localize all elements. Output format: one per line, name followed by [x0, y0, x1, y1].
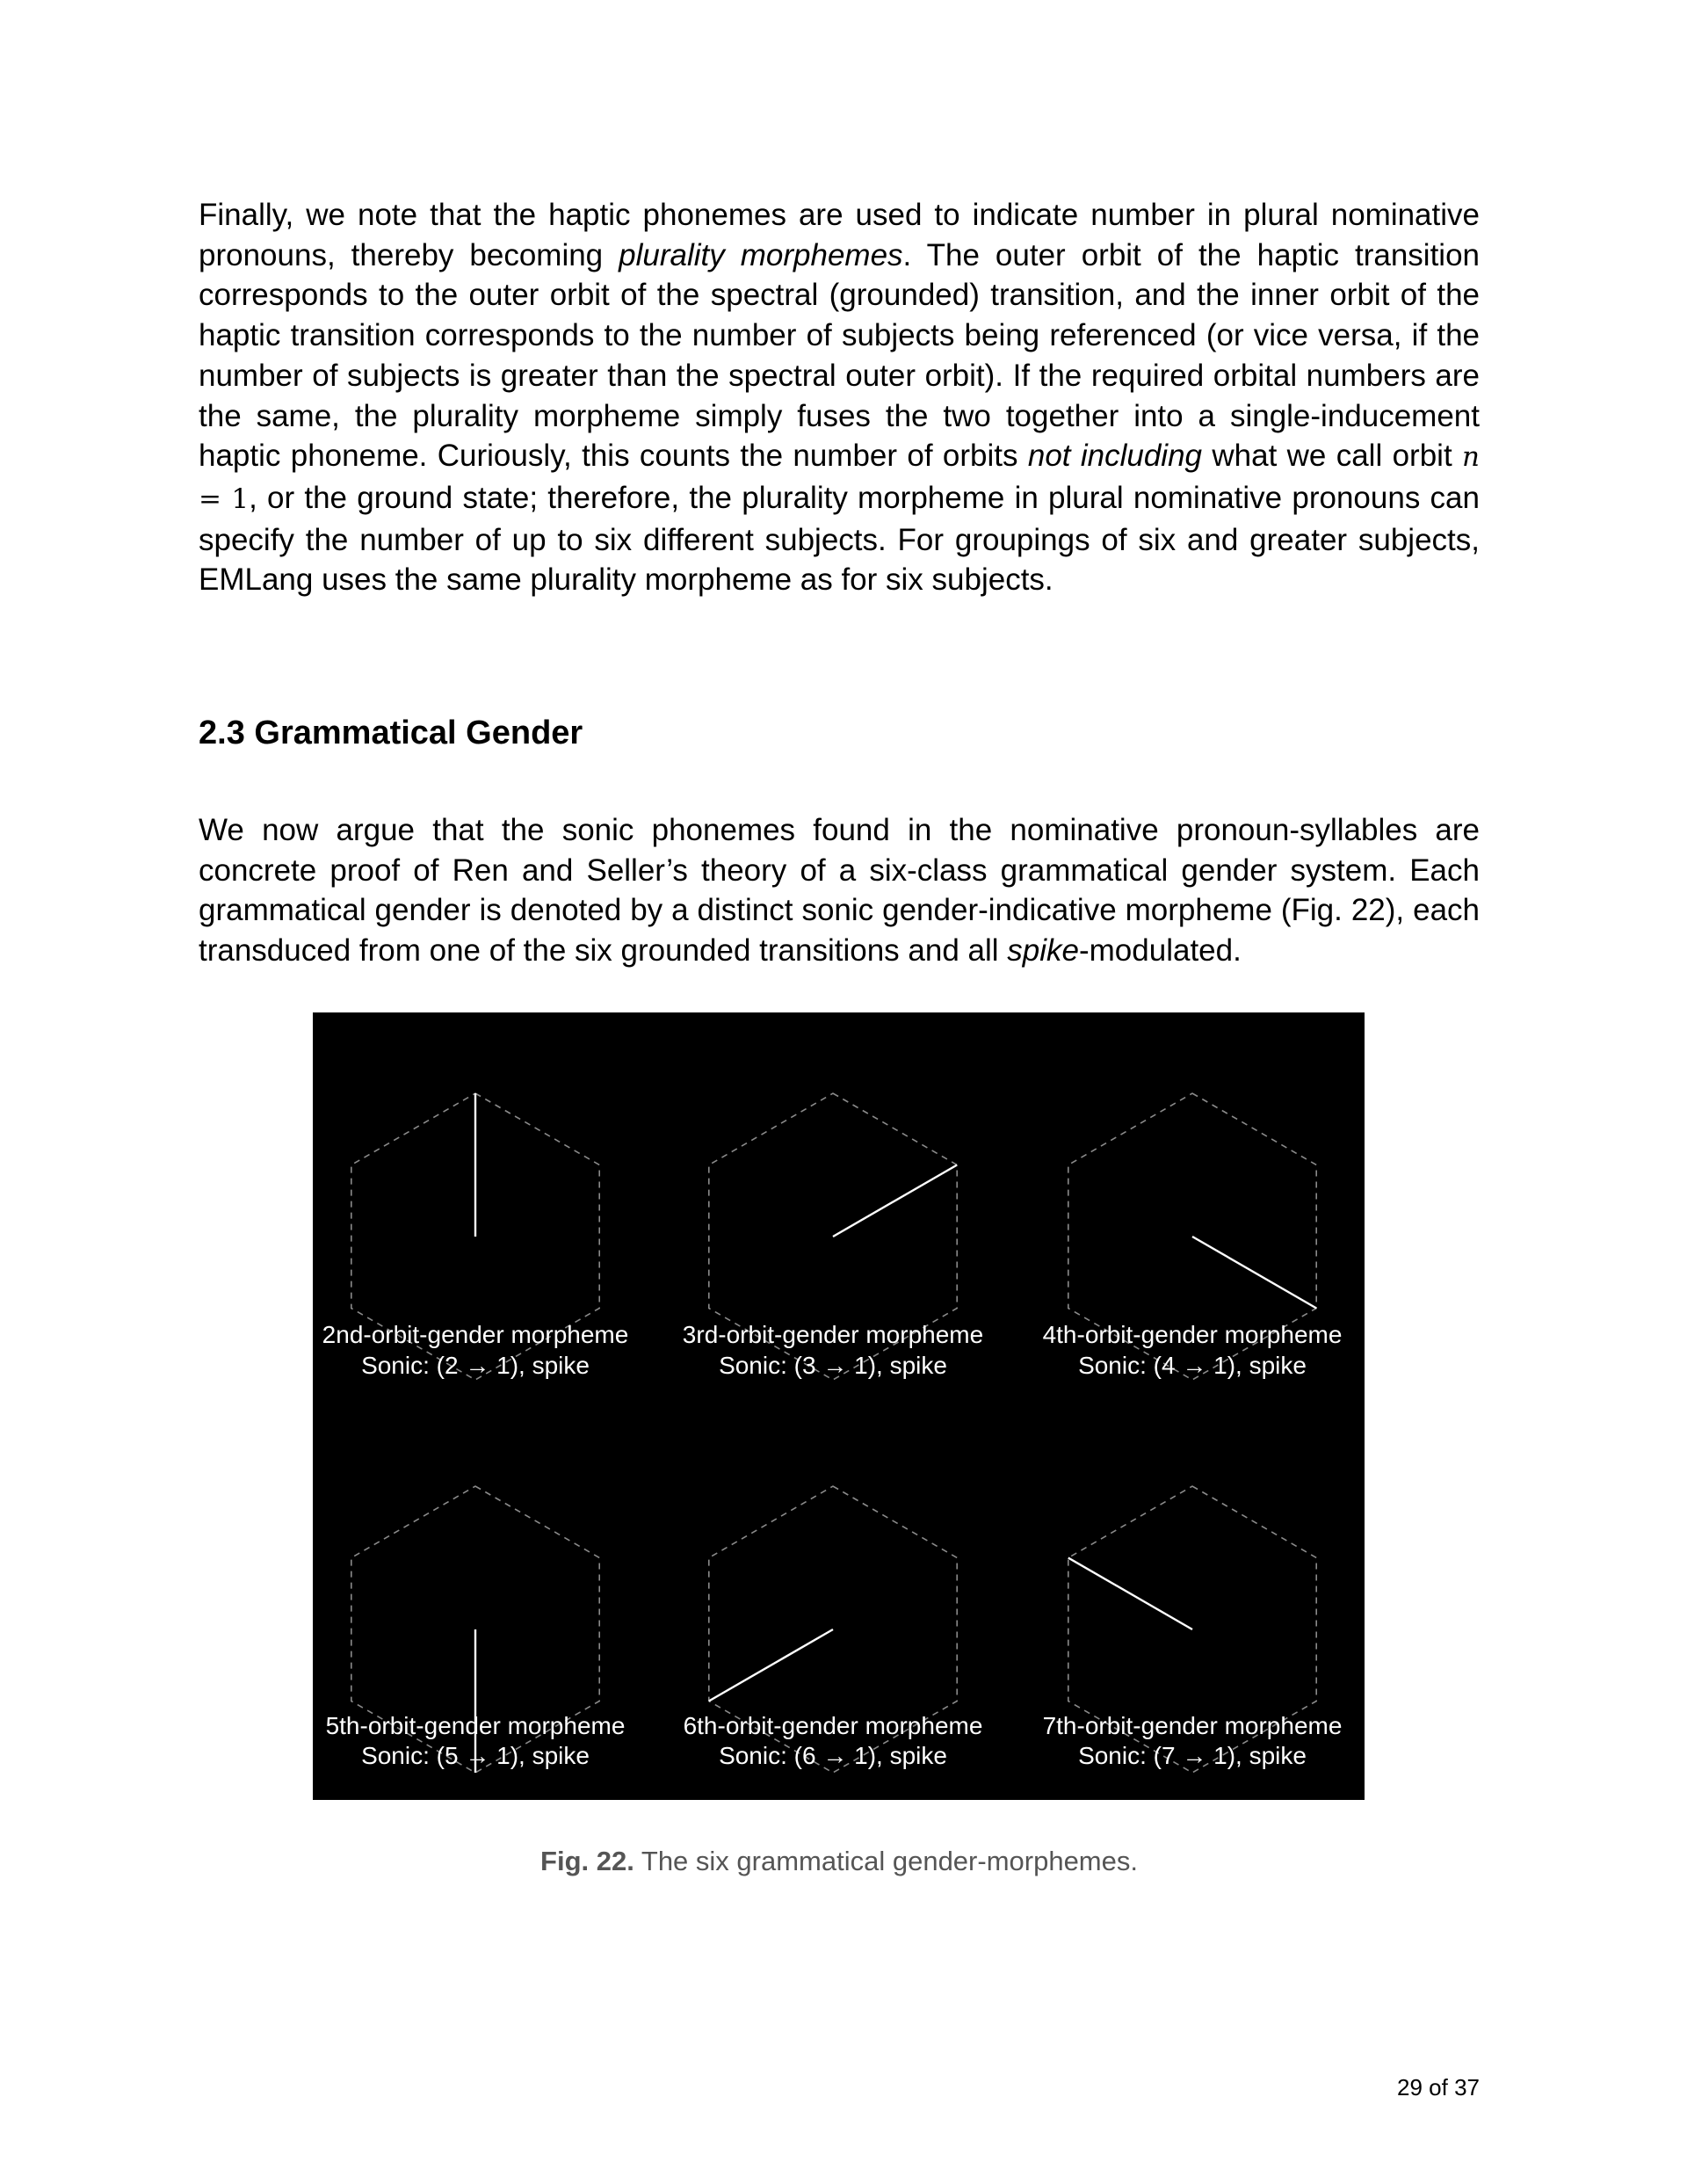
- transition-line: [1192, 1237, 1316, 1309]
- panel-title: 3rd-orbit-gender morpheme: [682, 1321, 984, 1348]
- caption-label: Fig. 22.: [540, 1846, 634, 1876]
- panel-orbit-5: [326, 1486, 626, 1773]
- transition-line: [1068, 1558, 1192, 1630]
- panel-title: 7th-orbit-gender morpheme: [1042, 1712, 1343, 1739]
- panel-sonic-label: Sonic: (6 → 1), spike: [719, 1742, 947, 1769]
- body-paragraph-plurality: Finally, we note that the haptic phonemes are used to indicate number in plural nominative pronouns, thereby becoming plurality morphemes. The outer orbit of the haptic transition corresponds to the outer orbit of the spectral (grounded) transition, and the inner orbit of the haptic transition corresponds to the number of subjects being referenced (or vice versa, if the number of subjects is greater than the spectral outer orbit). If the required orbital numbers are the same, the plurality morpheme simply fuses the two together into a single-inducement haptic phoneme. Curiously, this counts the number of orbits not including what we call orbit n = 1, or the ground state; therefore, the plurality morpheme in plural nominative pronouns can specify the number of up to six different subjects. For groupings of six and greater subjects, EMLang uses the same plurality morpheme as for six subjects.: [199, 198, 1481, 598]
- section-heading: 2.3 Grammatical Gender: [199, 715, 583, 751]
- panel-orbit-6: [684, 1486, 983, 1773]
- figure-caption: [199, 1846, 1480, 1877]
- panel-sonic-label: Sonic: (7 → 1), spike: [1078, 1742, 1307, 1769]
- panel-sonic-label: Sonic: (4 → 1), spike: [1078, 1352, 1307, 1379]
- panel-title: 4th-orbit-gender morpheme: [1042, 1321, 1343, 1348]
- page-number: 29 of 37: [1397, 2074, 1480, 2101]
- caption-text: The six grammatical gender-morphemes.: [634, 1846, 1138, 1876]
- transition-line: [833, 1165, 957, 1237]
- panel-sonic-label: Sonic: (3 → 1), spike: [719, 1352, 947, 1379]
- panel-orbit-2: [322, 1093, 629, 1380]
- term-not-including: not including: [1027, 439, 1203, 474]
- body-paragraph-gender: We now argue that the sonic phonemes found in the nominative pronoun-syllables are concrete proof of Ren and Seller’s theory of a six-class grammatical gender system. Each grammatical gender is denoted by a distinct sonic gender-indicative morpheme (Fig. 22), each transduced from one of the six grounded transitions and all spike-modulated.: [199, 813, 1480, 969]
- figure-gender-morphemes: [313, 1012, 1365, 1800]
- term-spike: spike: [1007, 933, 1079, 969]
- math-expression: n = 1: [199, 441, 1480, 515]
- panel-title: 6th-orbit-gender morpheme: [683, 1712, 983, 1739]
- panel-orbit-3: [683, 1093, 983, 1380]
- panel-sonic-label: Sonic: (5 → 1), spike: [361, 1742, 590, 1769]
- term-plurality-morphemes: plurality morphemes: [619, 237, 903, 272]
- panel-title: 2nd-orbit-gender morpheme: [322, 1321, 629, 1348]
- panel-title: 5th-orbit-gender morpheme: [325, 1712, 626, 1739]
- figure-drawing: [313, 1012, 1365, 1800]
- panel-orbit-4: [1043, 1093, 1343, 1380]
- transition-line: [709, 1629, 833, 1701]
- panel-orbit-7: [1043, 1486, 1343, 1773]
- panel-sonic-label: Sonic: (2 → 1), spike: [361, 1352, 590, 1379]
